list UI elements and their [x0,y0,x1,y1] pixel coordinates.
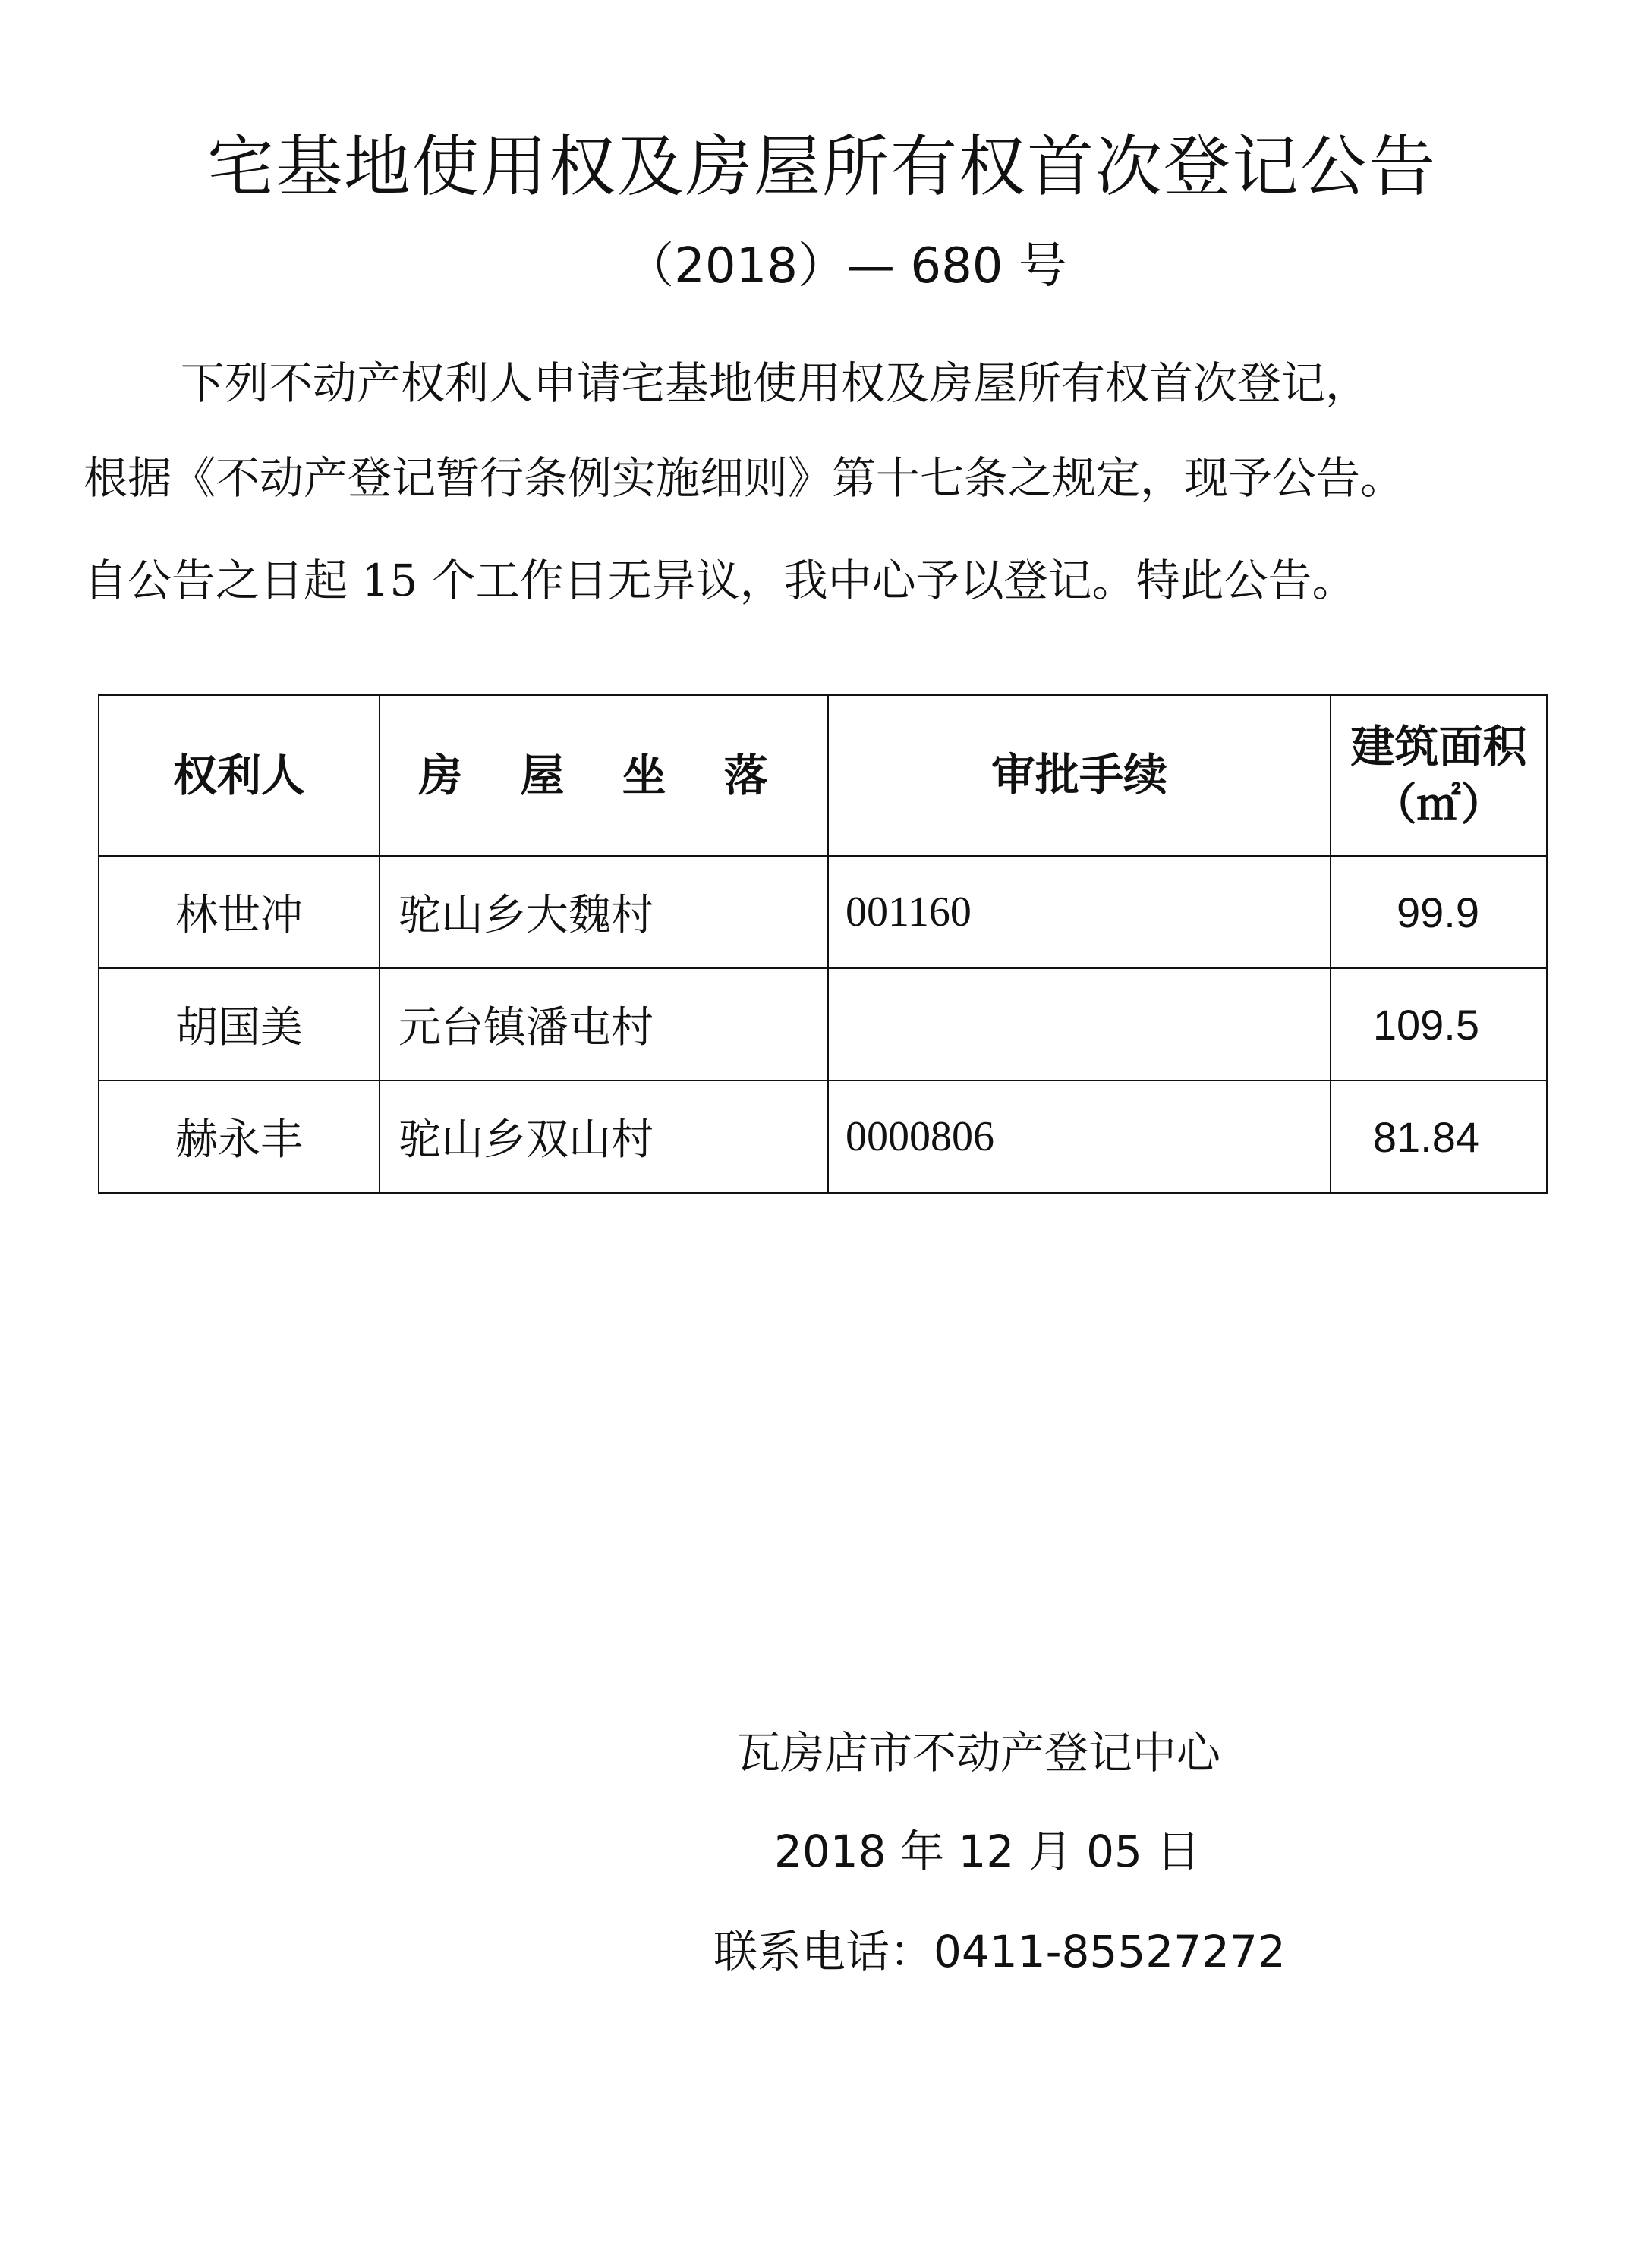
cell-location: 元台镇潘屯村 [380,968,828,1081]
header-area [1331,695,1547,856]
notice-paragraph-line-3: 自公告之日起 15 个工作日无异议，我中心予以登记。特此公告。 [83,555,1356,606]
header-area-unit: （㎡） [1372,779,1505,830]
issuer-name: 瓦房店市不动产登记中心 [736,1727,1221,1779]
header-approval: 审批手续 [828,695,1331,856]
notice-title: 宅基地使用权及房屋所有权首次登记公告 [206,127,1437,206]
notice-paragraph-line-2: 根据《不动产登记暂行条例实施细则》第十七条之规定，现予公告。 [83,452,1405,504]
cell-location: 驼山乡大魏村 [380,856,828,968]
registration-table [98,694,1548,1194]
cell-area: 109.5 [1331,968,1547,1081]
table-row [99,856,1547,968]
notice-paragraph-line-1: 下列不动产权利人申请宅基地使用权及房屋所有权首次登记， [181,357,1370,409]
header-owner: 权利人 [99,695,380,856]
cell-area: 99.9 [1331,856,1547,968]
table-row [99,1081,1547,1193]
contact-phone: 联系电话：0411-85527272 [713,1926,1286,1977]
cell-owner: 林世冲 [99,856,380,968]
table-row [99,968,1547,1081]
header-area-label: 建筑面积 [1350,721,1527,772]
cell-owner: 赫永丰 [99,1081,380,1193]
cell-approval: 001160 [828,856,1331,968]
cell-location: 驼山乡双山村 [380,1081,828,1193]
document-number: （2018）— 680 号 [625,238,1067,294]
cell-approval: 0000806 [828,1081,1331,1193]
cell-area: 81.84 [1331,1081,1547,1193]
issue-date: 2018 年 12 月 05 日 [774,1826,1201,1877]
cell-owner: 胡国美 [99,968,380,1081]
cell-approval [828,968,1331,1081]
header-location: 房 屋 坐 落 [380,695,828,856]
table-header-row [99,695,1547,856]
